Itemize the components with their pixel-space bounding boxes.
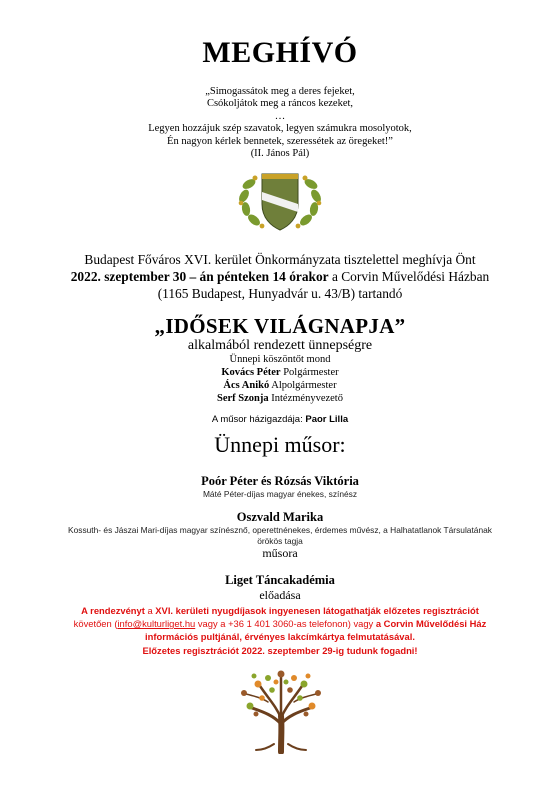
- performer-desc: Máté Péter-díjas magyar énekes, színész: [202, 489, 358, 499]
- invitation-text: [0, 251, 560, 302]
- speakers-block: [0, 353, 560, 405]
- performer-role: műsora: [262, 546, 298, 560]
- speaker: [0, 392, 560, 405]
- performer: [0, 510, 560, 560]
- program-heading: Ünnepi műsor:: [214, 432, 346, 457]
- event-datetime: 2022. szeptember 30 – án pénteken 14 órakor: [70, 269, 329, 284]
- event-title: „IDŐSEK VILÁGNAPJA”: [154, 314, 406, 338]
- performer-name: Oszvald Marika: [236, 510, 324, 524]
- poem-line: …: [274, 110, 286, 122]
- poem-quote: [0, 86, 560, 160]
- performer-name: Poór Péter és Rózsás Viktória: [201, 474, 359, 488]
- speaker-role: Intézményvezető: [268, 393, 343, 404]
- poem-line: Én nagyon kérlek bennetek, szeressétek az öregeket!”: [167, 135, 393, 147]
- registration-notice: [0, 604, 560, 657]
- speaker-name: Serf Szonja: [217, 393, 269, 404]
- speaker-name: Kovács Péter: [221, 367, 281, 378]
- notice-text: a: [147, 605, 153, 616]
- notice-text: a Corvin Művelődési Ház: [375, 618, 487, 630]
- page-title: MEGHÍVÓ: [202, 36, 358, 69]
- notice-text: vagy a +36 1 401 3060-as telefonon) vagy: [195, 618, 376, 630]
- notice-text: A rendezvényt: [81, 605, 148, 616]
- poem-author: (II. János Pál): [250, 148, 310, 160]
- poem-line: „Simogassátok meg a deres fejeket,: [205, 86, 355, 97]
- notice-line: információs pultjánál, érvényes lakcímkártya felmutatásával.: [145, 631, 415, 643]
- invitation-line: Budapest Főváros XVI. kerület Önkormányzata tisztelettel meghívja Önt: [84, 252, 476, 267]
- event-address: (1165 Budapest, Hunyadvár u. 43/B) tartandó: [157, 286, 403, 301]
- notice-line: [0, 617, 560, 630]
- event-occasion: alkalmából rendezett ünnepségre: [187, 338, 373, 353]
- notice-deadline: Előzetes regisztrációt 2022. szeptember 29-ig tudunk fogadni!: [142, 644, 418, 656]
- speaker-role: Polgármester: [280, 367, 339, 378]
- performer-role: előadása: [259, 588, 301, 602]
- notice-text: követően (: [73, 618, 118, 630]
- greeting-line: Ünnepi köszöntőt mond: [229, 354, 331, 365]
- email-link[interactable]: info@kulturliget.hu: [117, 618, 196, 630]
- host-line: [0, 414, 560, 425]
- coat-of-arms-icon: [235, 168, 325, 234]
- host-name: Paor Lilla: [305, 414, 349, 425]
- poem-line: Csókoljátok meg a ráncos kezeket,: [206, 98, 354, 110]
- tree-of-life-icon: [238, 668, 324, 754]
- performer-desc: Kossuth- és Jászai Mari-díjas magyar színésznő, operettnénekes, érdemes művész, a Halhatatlanok Társulatának örökös tagja: [68, 525, 492, 546]
- host-label: A műsor házigazdája:: [211, 414, 306, 425]
- notice-line: [0, 604, 560, 617]
- performer: [0, 573, 560, 602]
- speaker: [0, 379, 560, 392]
- speaker-name: Ács Anikó: [223, 380, 270, 391]
- notice-text: XVI. kerületi nyugdíjasok ingyenesen látogathatják előzetes regisztrációt: [152, 605, 479, 616]
- invitation-datetime: [0, 268, 560, 285]
- performer-name: Liget Táncakadémia: [225, 573, 335, 587]
- event-venue: a Corvin Művelődési Házban: [328, 269, 490, 284]
- performer: [0, 474, 560, 500]
- speaker: [0, 366, 560, 379]
- poem-line: Legyen hozzájuk szép szavatok, legyen számukra mosolyotok,: [148, 123, 412, 135]
- speaker-role: Alpolgármester: [269, 380, 337, 391]
